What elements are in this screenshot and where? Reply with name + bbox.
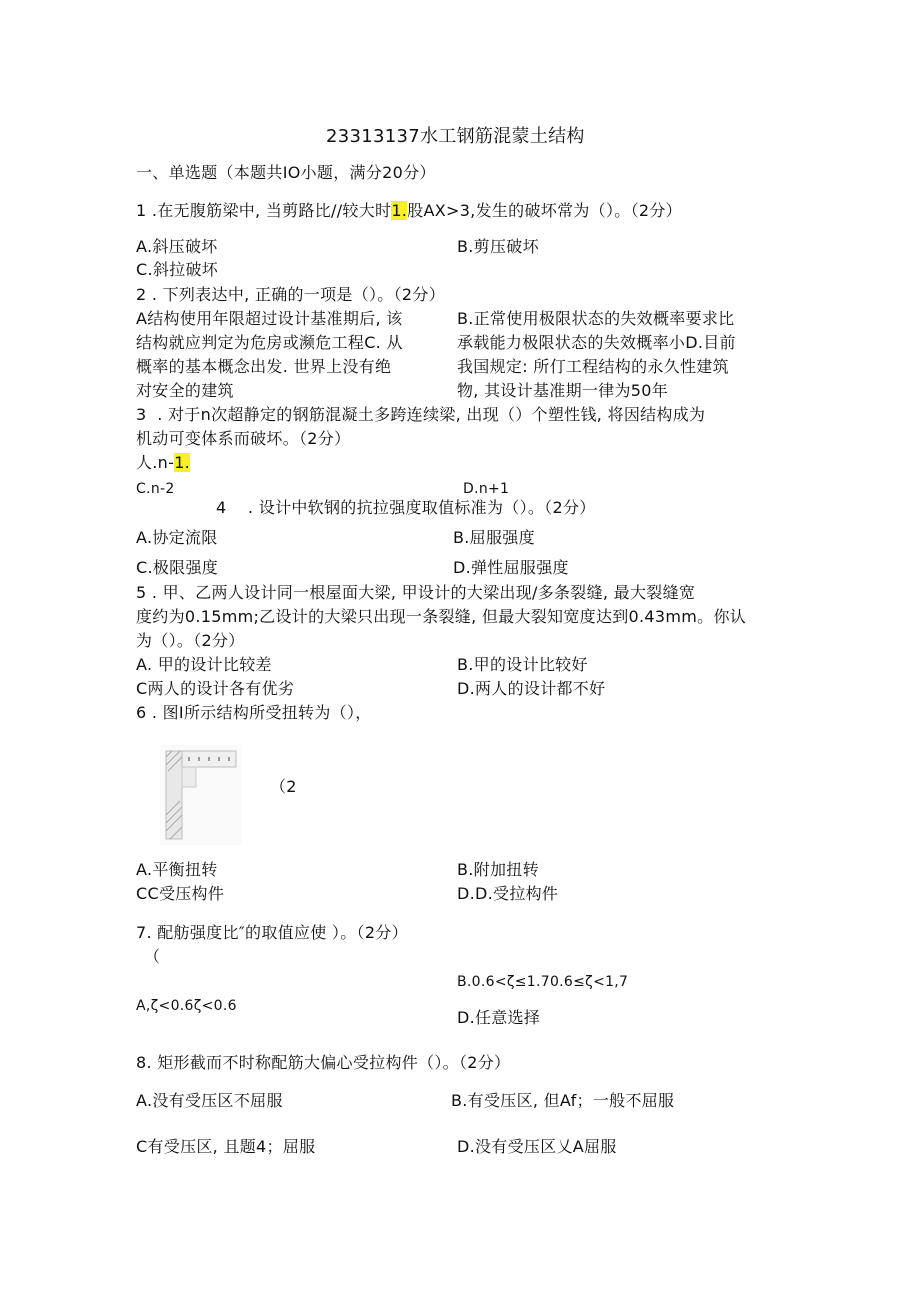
q2-option-a-line2[interactable]: 结构就应判定为危房或濒危工程C. 从 — [136, 333, 403, 352]
q4-option-c[interactable]: C.极限强度 — [136, 558, 219, 577]
q2-option-c-line4[interactable]: 对安全的建筑 — [136, 381, 234, 400]
q3-option-a[interactable]: 人.n-1. — [136, 453, 191, 472]
q1-option-c[interactable]: C.斜拉破坏 — [136, 260, 219, 279]
question-8-stem: 8. 矩形截而不时称配筋大偏心受拉构件（）。（2分） — [136, 1053, 511, 1072]
q2-option-d-line4[interactable]: 物, 其设计基准期一律为50年 — [457, 381, 669, 400]
q7-option-d[interactable]: D.任意选择 — [457, 1008, 541, 1027]
q5-option-a[interactable]: A. 甲的设计比较差 — [136, 655, 272, 674]
q6-option-b[interactable]: B.附加扭转 — [457, 860, 539, 879]
q5-option-c[interactable]: C两人的设计各有优劣 — [136, 679, 295, 698]
q2-option-a-line1[interactable]: A结构使用年限超过设计基准期后, 该 — [136, 309, 403, 328]
q6-option-c[interactable]: CC受压构件 — [136, 884, 225, 903]
q3-option-c[interactable]: C.n-2 — [136, 481, 175, 497]
question-5-stem-line3: 为（）。（2分） — [136, 631, 245, 650]
q8-option-d[interactable]: D.没有受压区乂A屈服 — [457, 1137, 617, 1156]
q2-option-b-line2[interactable]: 承载能力极限状态的失效概率小D.目前 — [457, 333, 736, 352]
question-4-stem: . 设计中软钢的抗拉强度取值标准为（）。（2分） — [248, 498, 596, 517]
question-4-number: 4 — [216, 498, 227, 517]
question-5-stem-line2: 度约为0.15mm;乙设计的大梁只出现一条裂缝, 但最大裂知宽度达到0.43mm。你认 — [136, 607, 747, 626]
q5-option-d[interactable]: D.两人的设计都不好 — [457, 679, 606, 698]
q8-option-b[interactable]: B.有受压区, 但Af；一般不屈服 — [451, 1091, 675, 1110]
q3-option-d[interactable]: D.n+1 — [463, 481, 510, 497]
question-6-score-fragment: （2 — [270, 777, 297, 796]
question-1-stem: 1 .在无腹筋梁中, 当剪路比//较大时1.股AX>3,发生的破坏常为（）。（2分） — [136, 201, 682, 220]
q8-option-a[interactable]: A.没有受压区不屈服 — [136, 1091, 283, 1110]
q4-option-a[interactable]: A.协定流限 — [136, 528, 218, 547]
question-3-stem-line2: 机动可变体系而破坏。（2分） — [136, 429, 351, 448]
q1-option-a[interactable]: A.斜压破坏 — [136, 237, 218, 256]
q5-option-b[interactable]: B.甲的设计比较好 — [457, 655, 588, 674]
q8-option-c[interactable]: C有受压区, 且题4；屈服 — [136, 1137, 316, 1156]
page-title: 23313137水工钢筋混蒙土结构 — [326, 126, 585, 147]
beam-section-figure-icon — [160, 745, 242, 845]
section-heading: 一、单选题（本题共IO小题，满分20分） — [136, 163, 436, 182]
q2-option-c-line3[interactable]: 概率的基本概念出发. 世界上没有绝 — [136, 357, 392, 376]
q4-option-b[interactable]: B.屈服强度 — [453, 528, 535, 547]
q6-option-a[interactable]: A.平衡扭转 — [136, 860, 218, 879]
question-2-stem: 2 . 下列表达中, 正确的一项是（）。（2分） — [136, 285, 445, 304]
q7-option-a[interactable]: A,ζ<0.6ζ<0.6 — [136, 998, 237, 1014]
question-6-stem: 6 . 图I所示结构所受扭转为（）， — [136, 703, 372, 722]
q7-option-b[interactable]: B.0.6<ζ≤1.70.6≤ζ<1,7 — [457, 974, 629, 990]
q2-option-d-line3[interactable]: 我国规定: 所仃工程结构的永久性建筑 — [457, 357, 729, 376]
question-7-paren: （ — [144, 947, 161, 966]
q1-option-b[interactable]: B.剪压破坏 — [457, 237, 539, 256]
question-5-stem-line1: 5 . 甲、乙两人设计同一根屋面大梁, 甲设计的大梁出现/多条裂缝, 最大裂缝宽 — [136, 583, 696, 602]
question-7-stem: 7. 配舫强度比″的取值应使 ）。（2分） — [136, 923, 408, 942]
q4-option-d[interactable]: D.弹性屈服强度 — [453, 558, 569, 577]
q6-option-d[interactable]: D.D.受拉构件 — [457, 884, 559, 903]
question-3-stem-line1: 3 . 对于n次超静定的钢筋混凝土多跨连续梁, 出现（）个塑性钱, 将因结构成为 — [136, 405, 706, 424]
q2-option-b-line1[interactable]: B.正常使用极限状态的失效概率要求比 — [457, 309, 735, 328]
